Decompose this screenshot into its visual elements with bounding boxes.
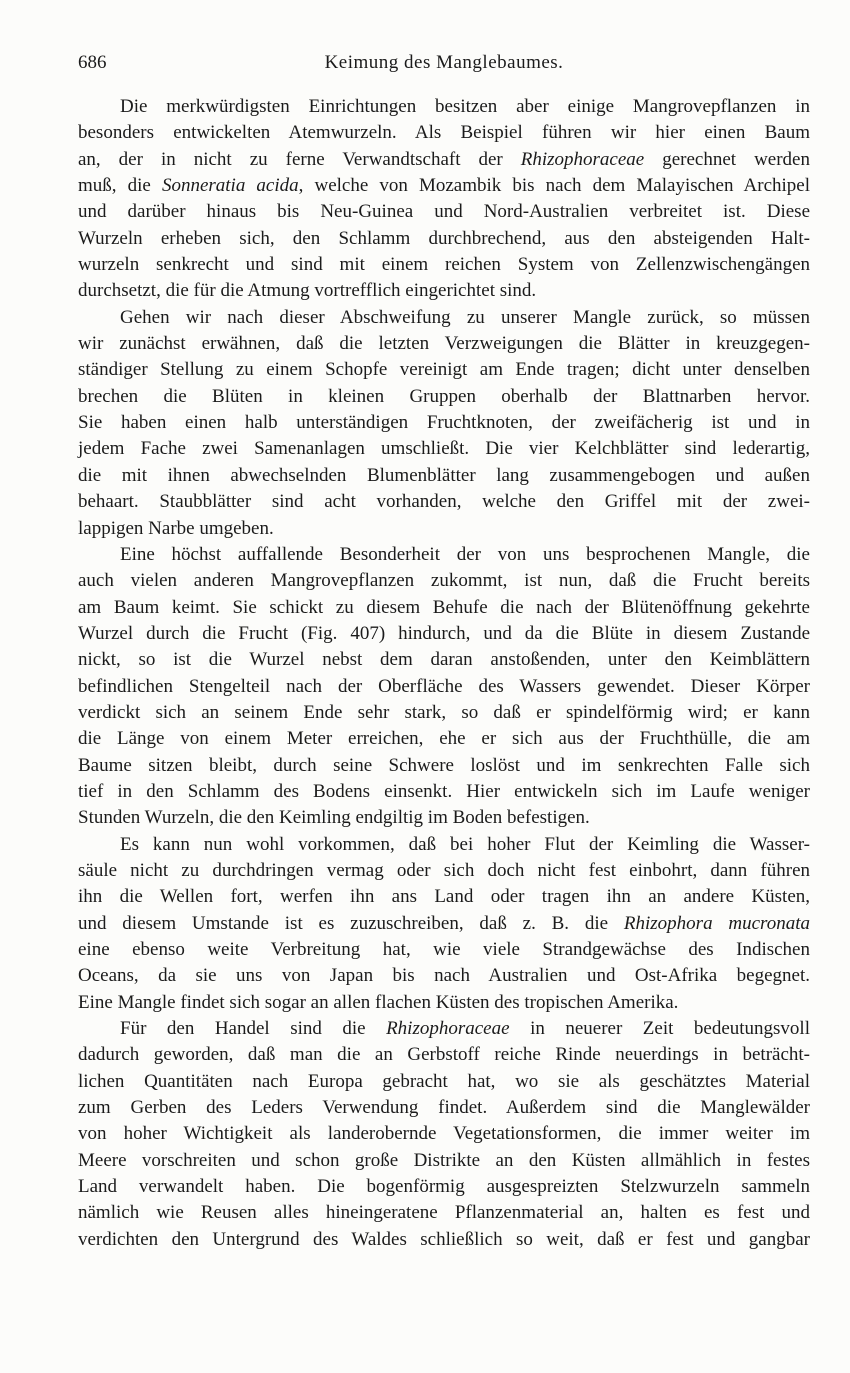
paragraph [78, 94, 810, 305]
text-line [78, 700, 810, 726]
text-line [78, 489, 810, 515]
taxon-name: Rhizophora mucronata [623, 912, 810, 934]
text-segment: und diesem Umstande ist es zuzuschreiben, daß z. B. die [78, 912, 624, 934]
text-line [78, 674, 810, 700]
text-line [78, 1121, 810, 1147]
taxon-name: Rhizophoraceae [386, 1018, 510, 1040]
text-line [78, 621, 810, 647]
text-segment: wurzeln senkrecht und sind mit einem reichen System von Zellenzwischengängen [78, 254, 810, 276]
text-line [78, 252, 810, 278]
text-line [78, 357, 810, 383]
text-line [78, 305, 810, 331]
text-segment: , welche von Mozambik bis nach dem Malayischen Archipel [298, 175, 810, 197]
text-line [78, 120, 810, 146]
text-segment: und darüber hinaus bis Neu-Guinea und Nord-Australien verbreitet ist. Diese [78, 201, 810, 223]
taxon-name: Sonneratia acida [161, 175, 299, 197]
text-segment: Wurzeln erheben sich, den Schlamm durchbrechend, aus den absteigenden Halt- [78, 227, 810, 249]
text-segment: brechen die Blüten in kleinen Gruppen oberhalb der Blattnarben hervor. [78, 385, 810, 407]
text-segment: lappigen Narbe umgeben. [78, 517, 274, 539]
text-segment: verdickt sich an seinem Ende sehr stark, so daß er spindelförmig wird; er kann [78, 701, 810, 723]
text-line [78, 226, 810, 252]
text-line [78, 963, 810, 989]
text-segment: dadurch geworden, daß man die an Gerbstoff reiche Rinde neuerdings in beträcht- [78, 1044, 810, 1066]
text-segment: am Baum keimt. Sie schickt zu diesem Behufe die nach der Blütenöffnung gekehrte [78, 596, 810, 618]
text-segment: Die merkwürdigsten Einrichtungen besitzen aber einige Mangrovepflanzen in [120, 96, 810, 117]
text-segment: gerechnet werden [644, 148, 810, 170]
text-segment: säule nicht zu durchdringen vermag oder sich doch nicht fest einbohrt, dann führen [78, 859, 810, 881]
text-line [78, 647, 810, 673]
text-line [78, 463, 810, 489]
text-line [78, 568, 810, 594]
text-line [78, 832, 810, 858]
text-line [78, 1174, 810, 1200]
paragraph [78, 542, 810, 832]
text-line [78, 384, 810, 410]
text-segment: nickt, so ist die Wurzel nebst dem daran anstoßenden, unter den Keimblättern [78, 649, 810, 671]
text-line [78, 173, 810, 199]
text-line [78, 331, 810, 357]
text-line [78, 1042, 810, 1068]
text-segment: besonders entwickelten Atemwurzeln. Als Beispiel führen wir hier einen Baum [78, 122, 810, 144]
text-line [78, 1200, 810, 1226]
text-segment: auch vielen anderen Mangrovepflanzen zukommt, ist nun, daß die Frucht bereits [78, 570, 810, 592]
text-segment: Meere vorschreiten und schon große Distrikte an den Küsten allmählich in festes [78, 1149, 810, 1171]
text-segment: befindlichen Stengelteil nach der Oberfläche des Wassers gewendet. Dieser Körper [78, 675, 810, 697]
text-segment: Baume sitzen bleibt, durch seine Schwere loslöst und im senkrechten Falle sich [78, 754, 810, 776]
paragraph [78, 1016, 810, 1253]
text-segment: zum Gerben des Leders Verwendung findet. Außerdem sind die Manglewälder [78, 1097, 810, 1119]
text-segment: jedem Fache zwei Samenanlagen umschließt. Die vier Kelchblätter sind lederartig, [78, 438, 810, 460]
text-segment: eine ebenso weite Verbreitung hat, wie viele Strandgewächse des Indischen [78, 939, 810, 960]
text-line [78, 1016, 810, 1042]
text-segment: muß, die [78, 175, 162, 197]
text-line [78, 542, 810, 568]
text-segment: nämlich wie Reusen alles hineingeratene Pflanzenmaterial an, halten es fest und [78, 1202, 810, 1224]
text-line [78, 94, 810, 120]
text-segment: Für den Handel sind die [120, 1018, 387, 1040]
text-line [78, 147, 810, 173]
page-header [78, 52, 810, 82]
text-segment: tief in den Schlamm des Bodens einsenkt. Hier entwickeln sich im Laufe weniger [78, 780, 810, 802]
text-line [78, 726, 810, 752]
text-segment: durchsetzt, die für die Atmung vortrefflich eingerichtet sind. [78, 280, 537, 302]
text-segment: behaart. Staubblätter sind acht vorhanden, welche den Griffel mit der zwei- [78, 491, 810, 513]
text-segment: Es kann nun wohl vorkommen, daß bei hoher Flut der Keimling die Wasser- [120, 833, 810, 855]
text-line [78, 884, 810, 910]
text-segment: Land verwandelt haben. Die bogenförmig ausgespreizten Stelzwurzeln sammeln [78, 1176, 810, 1198]
text-segment: ständiger Stellung zu einem Schopfe vereinigt am Ende tragen; dicht unter denselben [78, 359, 810, 381]
text-segment: Gehen wir nach dieser Abschweifung zu unserer Mangle zurück, so müssen [120, 306, 810, 328]
text-segment: Eine höchst auffallende Besonderheit der von uns besprochenen Mangle, die [120, 543, 810, 565]
page-number: 686 [78, 52, 107, 73]
text-segment: an, der in nicht zu ferne Verwandtschaft der [78, 148, 521, 170]
text-line [78, 1069, 810, 1095]
text-line [78, 805, 810, 831]
paragraph [78, 305, 810, 542]
text-line [78, 595, 810, 621]
text-segment: Sie haben einen halb unterständigen Fruchtknoten, der zweifächerig ist und in [78, 412, 810, 434]
text-segment: Eine Mangle findet sich sogar an allen flachen Küsten des tropischen Amerika. [78, 991, 679, 1013]
text-segment: von hoher Wichtigkeit als landerobernde Vegetationsformen, die immer weiter im [78, 1123, 810, 1145]
text-segment: die Länge von einem Meter erreichen, ehe er sich aus der Fruchthülle, die am [78, 728, 810, 750]
text-line [78, 199, 810, 225]
text-line [78, 911, 810, 937]
text-line [78, 1227, 810, 1253]
text-segment: in neuerer Zeit bedeutungsvoll [509, 1018, 810, 1040]
text-segment: Oceans, da sie uns von Japan bis nach Australien und Ost-Afrika begegnet. [78, 965, 810, 987]
text-line [78, 753, 810, 779]
page-body [78, 94, 810, 1253]
text-segment: die mit ihnen abwechselnden Blumenblätter lang zusammengebogen und außen [78, 464, 810, 486]
text-line [78, 937, 810, 963]
text-segment: Wurzel durch die Frucht (Fig. 407) hindurch, und da die Blüte in diesem Zustande [78, 622, 810, 644]
text-line [78, 436, 810, 462]
text-line [78, 278, 810, 304]
text-line [78, 858, 810, 884]
taxon-name: Rhizophoraceae [520, 148, 645, 170]
text-segment: Stunden Wurzeln, die den Keimling endgiltig im Boden befestigen. [78, 807, 590, 829]
running-title: Keimung des Manglebaumes. [324, 52, 564, 73]
text-line [78, 990, 810, 1016]
text-line [78, 410, 810, 436]
text-line [78, 516, 810, 542]
text-segment: wir zunächst erwähnen, daß die letzten Verzweigungen die Blätter in kreuzgegen- [78, 333, 810, 355]
text-segment: ihn die Wellen fort, werfen ihn ans Land oder tragen ihn an andere Küsten, [78, 886, 810, 908]
text-segment: verdichten den Untergrund des Waldes schließlich so weit, daß er fest und gangbar [78, 1228, 810, 1250]
paragraph [78, 832, 810, 1016]
text-line [78, 1148, 810, 1174]
text-line [78, 779, 810, 805]
text-line [78, 1095, 810, 1121]
text-segment: lichen Quantitäten nach Europa gebracht hat, wo sie als geschätztes Material [78, 1070, 810, 1092]
